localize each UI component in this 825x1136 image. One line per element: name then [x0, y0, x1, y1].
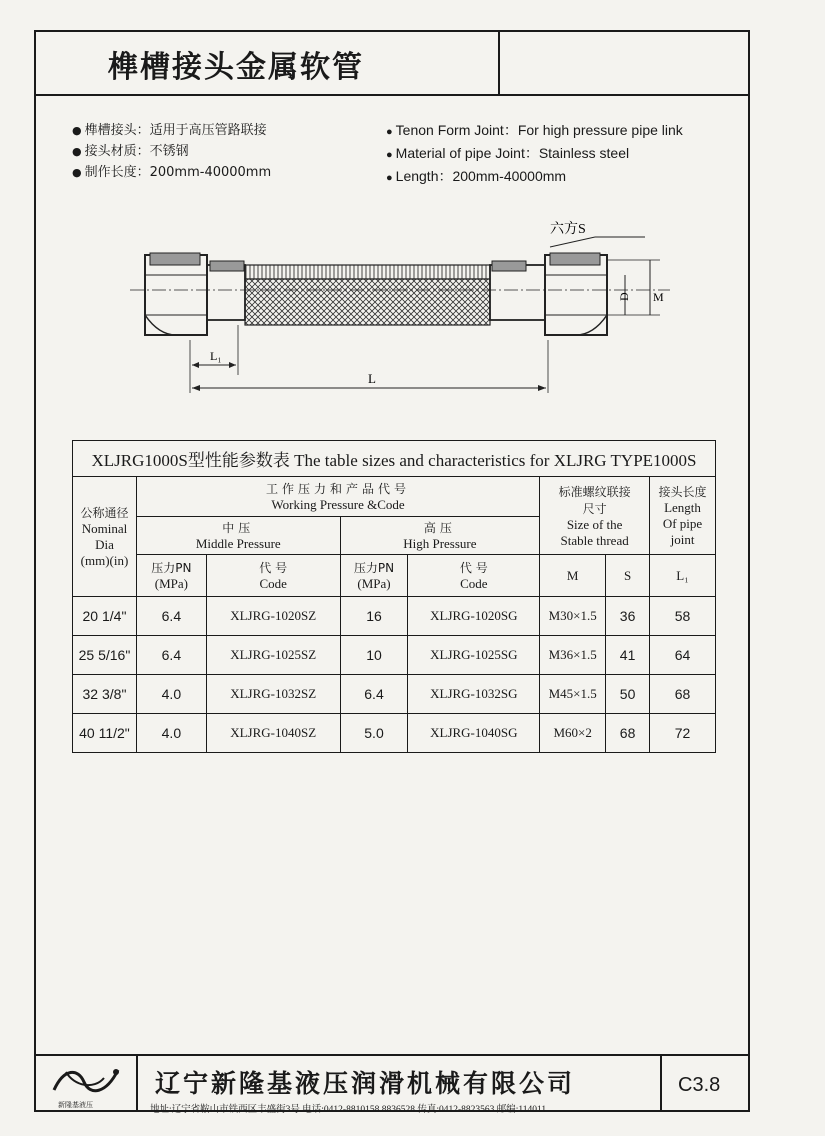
- hose-body: [245, 265, 490, 325]
- footer-divider-left: [136, 1054, 138, 1112]
- header-length: 接头长度 Length Of pipe joint: [650, 477, 716, 555]
- header-m: M: [540, 555, 606, 597]
- table-row: [73, 675, 716, 714]
- page-code: C3.8: [678, 1074, 721, 1096]
- dim-l: L: [368, 371, 376, 386]
- header-pn-middle: 压力PN (MPa): [136, 555, 206, 597]
- cell-dia: 20 1/4": [73, 597, 137, 636]
- cell-m: M30×1.5: [540, 597, 606, 636]
- table-row: [73, 597, 716, 636]
- cell-mcode: XLJRG-1040SZ: [206, 714, 340, 753]
- header-high: 高压 High Pressure: [340, 517, 540, 555]
- hose-drawing: [120, 215, 680, 415]
- cell-hp: 16: [340, 597, 408, 636]
- hex-label: 六方S: [550, 222, 586, 237]
- table-row: [73, 714, 716, 753]
- cell-m: M36×1.5: [540, 636, 606, 675]
- cell-hp: 6.4: [340, 675, 408, 714]
- company-logo-icon: [44, 1060, 128, 1100]
- logo-text: 新隆基液压: [58, 1101, 93, 1109]
- cell-s: 50: [606, 675, 650, 714]
- specs-cn: [72, 120, 271, 183]
- cell-m: M60×2: [540, 714, 606, 753]
- header-divider: [498, 30, 500, 96]
- page-title: 榫槽接头金属软管: [108, 50, 364, 85]
- right-fitting: [490, 261, 545, 320]
- cell-l1: 64: [650, 636, 716, 675]
- spec-cn-3: ● 制作长度：200mm-40000mm: [72, 162, 271, 183]
- spec-en-1: ● Tenon Form Joint：For high pressure pipe link: [386, 120, 683, 143]
- cell-dia: 40 11/2": [73, 714, 137, 753]
- cell-mcode: XLJRG-1032SZ: [206, 675, 340, 714]
- cell-mcode: XLJRG-1020SZ: [206, 597, 340, 636]
- cell-hp: 10: [340, 636, 408, 675]
- header-middle: 中压 Middle Pressure: [136, 517, 340, 555]
- cell-mp: 4.0: [136, 675, 206, 714]
- header-nominal: 公称通径 Nominal Dia (mm)(in): [73, 477, 137, 597]
- cell-m: M45×1.5: [540, 675, 606, 714]
- cell-mp: 6.4: [136, 597, 206, 636]
- header-thread: 标准螺纹联接 尺寸 Size of the Stable thread: [540, 477, 650, 555]
- specs-en: [386, 120, 683, 189]
- cell-mp: 4.0: [136, 714, 206, 753]
- cell-hcode: XLJRG-1025SG: [408, 636, 540, 675]
- cell-hp: 5.0: [340, 714, 408, 753]
- company-name: 辽宁新隆基液压润滑机械有限公司: [155, 1069, 576, 1098]
- spec-cn-2: ● 接头材质：不锈钢: [72, 141, 271, 162]
- header-working: 工作压力和产品代号 Working Pressure &Code: [136, 477, 539, 517]
- header-pn-high: 压力PN (MPa): [340, 555, 408, 597]
- cell-l1: 68: [650, 675, 716, 714]
- dim-m: M: [653, 290, 664, 304]
- dim-l1: L₁: [210, 349, 222, 363]
- company-address: 地址:辽宁省鞍山市铁西区丰盛街3号 电话:0412-8810158 8836528 传真:0412-8823563 邮编:114011: [150, 1105, 547, 1115]
- footer-divider-right: [660, 1054, 662, 1112]
- header-s: S: [606, 555, 650, 597]
- header-code-middle: 代 号 Code: [206, 555, 340, 597]
- cell-s: 68: [606, 714, 650, 753]
- spec-table: [72, 476, 716, 753]
- header-code-high: 代 号 Code: [408, 555, 540, 597]
- cell-hcode: XLJRG-1040SG: [408, 714, 540, 753]
- cell-s: 36: [606, 597, 650, 636]
- header-l1: L₁: [650, 555, 716, 597]
- left-fitting: [207, 261, 245, 320]
- cell-hcode: XLJRG-1020SG: [408, 597, 540, 636]
- spec-en-2: ● Material of pipe Joint：Stainless steel: [386, 143, 683, 166]
- table-caption: XLJRG1000S型性能参数表 The table sizes and characteristics for XLJRG TYPE1000S: [72, 440, 716, 476]
- table-row: [73, 636, 716, 675]
- cell-mp: 6.4: [136, 636, 206, 675]
- left-nut: [145, 253, 207, 335]
- cell-hcode: XLJRG-1032SG: [408, 675, 540, 714]
- cell-s: 41: [606, 636, 650, 675]
- cell-dia: 25 5/16": [73, 636, 137, 675]
- cell-l1: 58: [650, 597, 716, 636]
- right-nut: [545, 253, 607, 335]
- spec-en-3: ● Length：200mm-40000mm: [386, 166, 683, 189]
- cell-dia: 32 3/8": [73, 675, 137, 714]
- dim-d: D: [617, 292, 631, 301]
- cell-l1: 72: [650, 714, 716, 753]
- cell-mcode: XLJRG-1025SZ: [206, 636, 340, 675]
- spec-cn-1: ● 榫槽接头：适用于高压管路联接: [72, 120, 271, 141]
